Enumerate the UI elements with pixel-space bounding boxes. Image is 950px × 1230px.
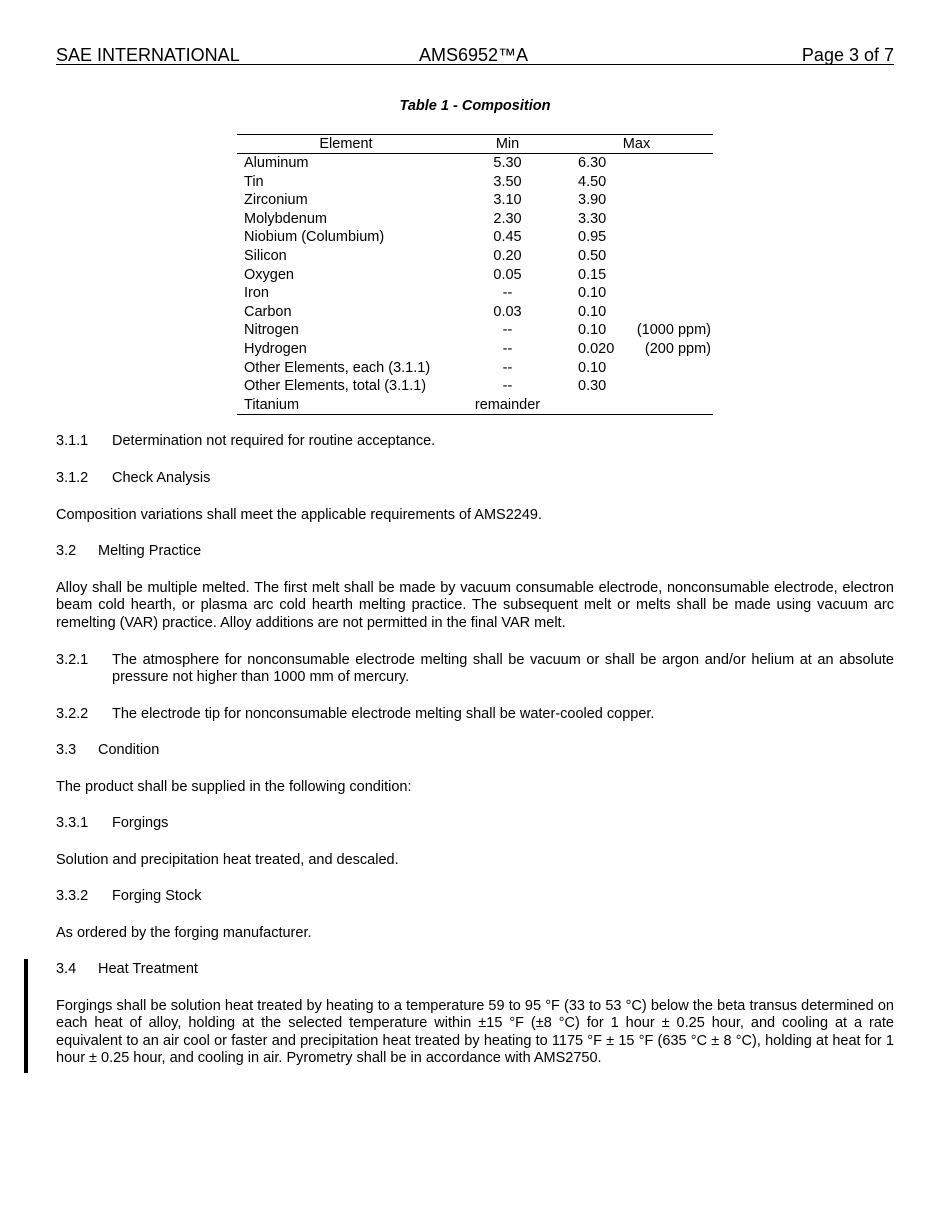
section-number: 3.3.1 [56, 815, 89, 831]
table-header-row [237, 135, 713, 154]
min-cell: -- [502, 322, 513, 339]
section-3-1-2-body: Composition variations shall meet the applicable requirements of AMS2249. [56, 507, 543, 523]
element-cell: Hydrogen [244, 340, 307, 357]
section-text: Determination not required for routine acceptance. [112, 433, 436, 449]
element-cell: Other Elements, each (3.1.1) [244, 359, 431, 376]
column-header-min: Min [495, 136, 520, 152]
section-title: Check Analysis [112, 470, 211, 486]
table-row [237, 340, 713, 359]
max-cell: 3.90 [578, 192, 607, 209]
section-3-3-2-heading [56, 888, 201, 905]
section-text: The electrode tip for nonconsumable electrode melting shall be water-cooled copper. [112, 706, 655, 722]
max-cell: 0.10 [578, 322, 607, 339]
section-title: Forgings [112, 815, 169, 831]
min-cell: 5.30 [493, 155, 522, 171]
min-cell: 0.20 [493, 247, 522, 264]
section-number: 3.3.2 [56, 888, 89, 904]
table-row [237, 228, 713, 247]
section-title: Forging Stock [112, 888, 202, 904]
page-header [56, 42, 894, 65]
max-cell: 6.30 [578, 155, 607, 171]
column-header-max: Max [622, 136, 651, 152]
column-header-element: Element [319, 136, 373, 152]
header-page-number: Page 3 of 7 [801, 45, 894, 65]
max-cell: 0.020 [578, 340, 615, 357]
section-number: 3.4 [56, 961, 77, 977]
max-cell: 3.30 [578, 210, 607, 227]
table-row [237, 154, 713, 173]
section-text: The atmosphere for nonconsumable electrode melting shall be vacuum or shall be argon and/or helium at an absolute pressure not higher than 1000 mm of mercury. [112, 652, 894, 686]
element-cell: Other Elements, total (3.1.1) [244, 378, 427, 395]
section-3-3-body: The product shall be supplied in the following condition: [56, 779, 412, 795]
section-3-3-heading [56, 742, 159, 759]
max-cell: 0.10 [578, 359, 607, 376]
element-cell: Silicon [244, 247, 287, 264]
ppm-note: (1000 ppm) [636, 322, 711, 339]
composition-table [237, 134, 713, 415]
section-number: 3.1.1 [56, 433, 89, 449]
header-doc-number: AMS6952™A [419, 45, 529, 65]
element-cell: Molybdenum [244, 210, 328, 227]
max-cell: 0.50 [578, 247, 607, 264]
section-title: Heat Treatment [98, 961, 198, 977]
max-cell: 4.50 [578, 173, 607, 190]
max-cell: 0.30 [578, 378, 607, 395]
element-cell: Carbon [244, 303, 292, 320]
section-3-3-1-body: Solution and precipitation heat treated, and descaled. [56, 852, 399, 868]
table-row [237, 359, 713, 378]
section-3-4-heading [56, 961, 198, 978]
min-cell: remainder [474, 396, 541, 413]
section-3-3-2-body: As ordered by the forging manufacturer. [56, 925, 312, 941]
section-title: Condition [98, 742, 160, 758]
element-cell: Aluminum [244, 155, 309, 171]
min-cell: -- [502, 378, 513, 395]
section-number: 3.1.2 [56, 470, 89, 486]
table-row [237, 284, 713, 303]
section-number: 3.2.1 [56, 652, 89, 668]
element-cell: Tin [244, 173, 264, 190]
element-cell: Nitrogen [244, 322, 299, 339]
section-3-1-1 [56, 433, 435, 450]
section-3-4-body: Forgings shall be solution heat treated by heating to a temperature 59 to 95 °F (33 to 53 °C) below the beta transus determined on each heat of alloy, holding at the selected temperature within ±15 °F (±8 °C) for 1 hour ± 0.25 hour, and cooling at a rate equivalent to an air cool or faster and precipitation heat treated by heating to 1175 °F ± 15 °F (635 °C ± 8 °C), holding at heat for 1 hour ± 0.25 hour, and cooling in air. Pyrometry shall be in accordance with AMS2750. [56, 998, 894, 1066]
table-title: Table 1 - Composition [399, 98, 551, 114]
section-number: 3.2 [56, 543, 77, 559]
element-cell: Niobium (Columbium) [244, 229, 385, 246]
min-cell: 2.30 [493, 210, 522, 227]
table-row [237, 247, 713, 266]
ppm-note: (200 ppm) [644, 340, 711, 357]
min-cell: -- [502, 359, 513, 376]
section-3-2-heading [56, 543, 201, 560]
section-number: 3.3 [56, 742, 77, 758]
table-row [237, 396, 713, 415]
table-row [237, 173, 713, 192]
element-cell: Zirconium [244, 192, 308, 209]
max-cell: 0.10 [578, 285, 607, 302]
element-cell: Titanium [244, 396, 300, 413]
section-3-1-2-heading [56, 470, 210, 487]
max-cell: 0.95 [578, 229, 607, 246]
max-cell: 0.15 [578, 266, 607, 283]
section-3-2-2 [56, 706, 894, 723]
section-3-2-body: Alloy shall be multiple melted. The first melt shall be made by vacuum consumable electrode, nonconsumable electrode, electron beam cold hearth, or plasma arc cold hearth melting practice. The subsequent melt or melts shall be made using vacuum arc remelting (VAR) practice. Alloy additions are not permitted in the final VAR melt. [56, 580, 894, 631]
section-3-3-1-heading [56, 815, 168, 832]
max-cell: 0.10 [578, 303, 607, 320]
min-cell: 0.45 [493, 229, 522, 246]
section-3-2-1 [56, 652, 894, 687]
min-cell: -- [502, 340, 513, 357]
table-row [237, 377, 713, 396]
min-cell: 0.03 [493, 303, 522, 320]
table-row [237, 321, 713, 340]
section-number: 3.2.2 [56, 706, 89, 722]
min-cell: 0.05 [493, 266, 522, 283]
min-cell: 3.10 [493, 192, 522, 209]
element-cell: Iron [244, 285, 269, 302]
table-row [237, 191, 713, 210]
element-cell: Oxygen [244, 266, 294, 283]
table-row [237, 266, 713, 285]
min-cell: 3.50 [493, 173, 522, 190]
section-title: Melting Practice [98, 543, 202, 559]
table-row [237, 210, 713, 229]
min-cell: -- [502, 285, 513, 302]
table-row [237, 303, 713, 322]
header-org: SAE INTERNATIONAL [56, 45, 240, 65]
revision-bar [24, 959, 28, 1073]
